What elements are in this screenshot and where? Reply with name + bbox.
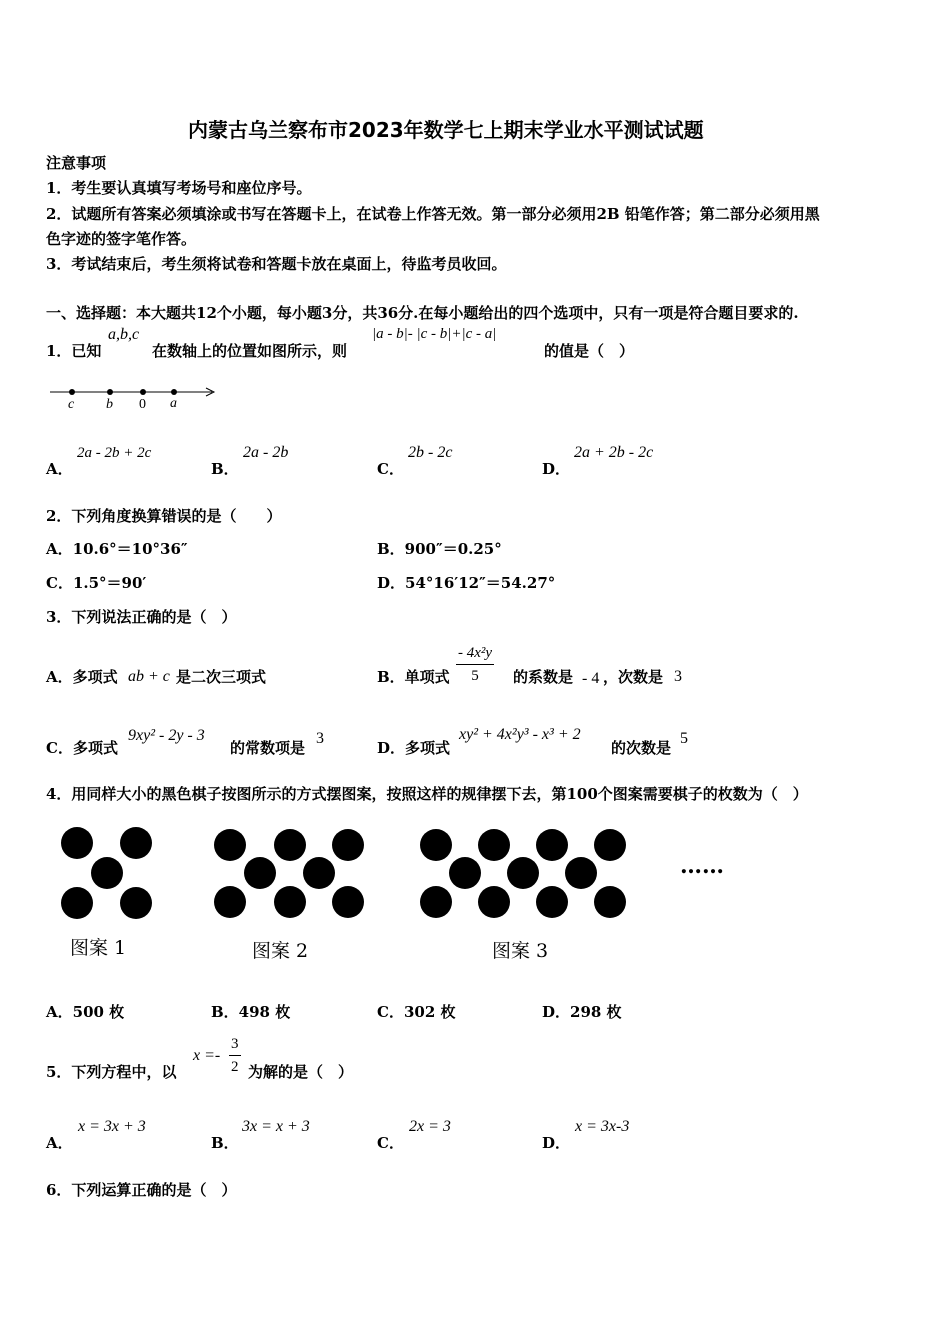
q1-option-a: 2a - 2b + 2c bbox=[77, 445, 152, 461]
q4-option-c: C．302 枚 bbox=[377, 1003, 456, 1021]
chess-piece bbox=[120, 827, 152, 859]
q5-prefix: 5．下列方程中，以 bbox=[46, 1063, 177, 1081]
chess-piece bbox=[478, 886, 510, 918]
q1-option-d-label: D． bbox=[542, 460, 571, 478]
q3-a-post: 是二次三项式 bbox=[176, 668, 267, 686]
q3-d-expr: xy² + 4x²y³ - x³ + 2 bbox=[459, 726, 581, 743]
notice-item-3: 3．考试结束后，考生须将试卷和答题卡放在桌面上，待监考员收回。 bbox=[46, 255, 507, 273]
pattern-3 bbox=[420, 829, 626, 918]
chess-piece bbox=[274, 829, 306, 861]
notice-heading: 注意事项 bbox=[46, 154, 107, 172]
pattern-2-caption: 图案 2 bbox=[252, 940, 309, 962]
q5-numerator: 3 bbox=[229, 1033, 241, 1056]
q1-option-d: 2a + 2b - 2c bbox=[574, 444, 654, 461]
q5-option-d: x = 3x-3 bbox=[575, 1118, 630, 1135]
q5-option-a: x = 3x + 3 bbox=[78, 1118, 146, 1135]
chess-piece bbox=[565, 857, 597, 889]
q1-option-a-label: A． bbox=[46, 460, 73, 478]
q5-option-c-label: C． bbox=[377, 1134, 404, 1152]
page-title: 内蒙古乌兰察布市2023年数学七上期末学业水平测试试题 bbox=[188, 118, 704, 142]
notice-item-2-cont: 色字迹的签字笔作答。 bbox=[46, 230, 197, 248]
chess-piece bbox=[214, 886, 246, 918]
pattern-1-caption: 图案 1 bbox=[70, 937, 127, 959]
q3-b-pre: B．单项式 bbox=[377, 668, 450, 686]
q3-a-pre: A．多项式 bbox=[46, 668, 118, 686]
chess-piece bbox=[449, 857, 481, 889]
q5-option-b-label: B． bbox=[211, 1134, 239, 1152]
q2-stem: 2．下列角度换算错误的是（ ） bbox=[46, 507, 282, 525]
pattern-ellipsis: …… bbox=[680, 853, 724, 879]
q3-c-post: 的常数项是 bbox=[230, 739, 306, 757]
chess-piece bbox=[594, 886, 626, 918]
chess-piece bbox=[61, 887, 93, 919]
q2-option-a: A．10.6°＝10°36″ bbox=[46, 540, 188, 558]
q5-option-b: 3x = x + 3 bbox=[242, 1118, 310, 1135]
q1-middle: 在数轴上的位置如图所示，则 bbox=[152, 342, 348, 360]
q3-b-coef: - 4 bbox=[582, 670, 600, 687]
pattern-3-caption: 图案 3 bbox=[492, 940, 549, 962]
q2-option-b: B．900″＝0.25° bbox=[377, 540, 502, 558]
q4-option-b: B．498 枚 bbox=[211, 1003, 291, 1021]
q1-option-b-label: B． bbox=[211, 460, 239, 478]
q1-vars: a,b,c bbox=[108, 326, 140, 343]
label-a: a bbox=[170, 396, 177, 411]
chess-piece bbox=[536, 829, 568, 861]
q2-option-d: D．54°16′12″＝54.27° bbox=[377, 574, 556, 592]
number-line-figure bbox=[46, 380, 221, 412]
label-c: c bbox=[68, 397, 75, 412]
section-one-heading: 一、选择题：本大题共12个小题，每小题3分，共36分.在每小题给出的四个选项中，只有一项是符合题目要求的. bbox=[46, 304, 799, 322]
chess-piece bbox=[61, 827, 93, 859]
chess-piece bbox=[214, 829, 246, 861]
q3-d-post: 的次数是 bbox=[611, 739, 672, 757]
notice-item-2: 2．试题所有答案必须填涂或书写在答题卡上，在试卷上作答无效。第一部分必须用2B 铅笔作答；第二部分必须用黑 bbox=[46, 205, 820, 223]
q1-prefix: 1．已知 bbox=[46, 342, 102, 360]
q5-x: x =- bbox=[193, 1047, 221, 1064]
point-b bbox=[107, 389, 113, 395]
q3-c-value: 3 bbox=[316, 730, 324, 747]
point-c bbox=[69, 389, 75, 395]
q3-c-expr: 9xy² - 2y - 3 bbox=[128, 727, 205, 744]
q3-d-value: 5 bbox=[680, 730, 688, 747]
q5-option-c: 2x = 3 bbox=[409, 1118, 451, 1135]
q3-d-pre: D．多项式 bbox=[377, 739, 451, 757]
label-b: b bbox=[106, 397, 113, 412]
chess-piece bbox=[91, 857, 123, 889]
q3-b-fraction bbox=[456, 642, 494, 687]
q5-suffix: 为解的是（ ） bbox=[248, 1063, 354, 1081]
chess-piece bbox=[507, 857, 539, 889]
chess-piece bbox=[274, 886, 306, 918]
q1-option-b: 2a - 2b bbox=[243, 444, 289, 461]
chess-pattern-figure bbox=[40, 815, 760, 930]
q1-option-c: 2b - 2c bbox=[408, 444, 453, 461]
q3-b-numerator: - 4x²y bbox=[456, 642, 494, 665]
q3-b-degree: 3 bbox=[674, 668, 682, 685]
q3-b-post: ，次数是 bbox=[603, 668, 664, 686]
q3-stem: 3．下列说法正确的是（ ） bbox=[46, 608, 237, 626]
chess-piece bbox=[420, 886, 452, 918]
pattern-1 bbox=[61, 827, 152, 919]
pattern-2 bbox=[214, 829, 364, 918]
chess-piece bbox=[536, 886, 568, 918]
q6-stem: 6．下列运算正确的是（ ） bbox=[46, 1181, 237, 1199]
q4-option-a: A．500 枚 bbox=[46, 1003, 125, 1021]
label-0: 0 bbox=[139, 397, 146, 412]
q3-b-denominator: 5 bbox=[471, 668, 479, 684]
q1-suffix: 的值是（ ） bbox=[544, 342, 635, 360]
chess-piece bbox=[120, 887, 152, 919]
q4-stem: 4．用同样大小的黑色棋子按图所示的方式摆图案，按照这样的规律摆下去，第100个图案需要棋子的枚数为（ ） bbox=[46, 785, 808, 803]
point-0 bbox=[140, 389, 146, 395]
chess-piece bbox=[332, 829, 364, 861]
q5-fraction bbox=[229, 1033, 241, 1078]
notice-item-1: 1．考生要认真填写考场号和座位序号。 bbox=[46, 179, 312, 197]
q1-option-c-label: C． bbox=[377, 460, 404, 478]
q2-option-c: C．1.5°＝90′ bbox=[46, 574, 147, 592]
chess-piece bbox=[420, 829, 452, 861]
q3-a-expr: ab + c bbox=[128, 668, 170, 685]
point-a bbox=[171, 389, 177, 395]
q5-option-a-label: A． bbox=[46, 1134, 73, 1152]
chess-piece bbox=[332, 886, 364, 918]
chess-piece bbox=[478, 829, 510, 861]
q3-b-mid: 的系数是 bbox=[513, 668, 574, 686]
chess-piece bbox=[303, 857, 335, 889]
chess-piece bbox=[244, 857, 276, 889]
q5-denominator: 2 bbox=[231, 1059, 239, 1075]
q1-expression: |a - b|- |c - b|+|c - a| bbox=[372, 326, 497, 342]
q3-c-pre: C．多项式 bbox=[46, 739, 118, 757]
q4-option-d: D．298 枚 bbox=[542, 1003, 622, 1021]
q5-option-d-label: D． bbox=[542, 1134, 571, 1152]
chess-piece bbox=[594, 829, 626, 861]
